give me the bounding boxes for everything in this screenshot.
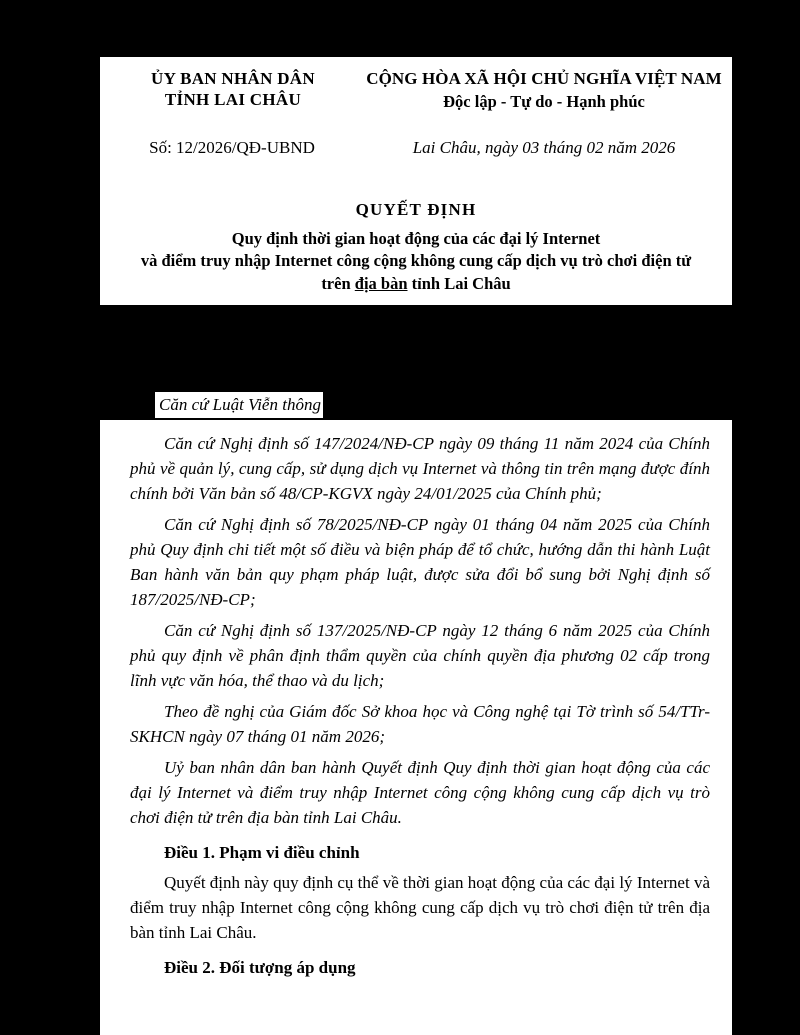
article-1-body: Quyết định này quy định cụ thể về thời gian hoạt động của các đại lý Internet và điểm truy nhập Internet công cộng không cung cấp dịch vụ trò chơi điện tử trên địa bàn tỉnh Lai Châu. (130, 873, 710, 943)
document-header-block (100, 57, 732, 305)
national-heading (356, 69, 732, 112)
legal-basis-paragraph: Căn cứ Nghị định số 137/2025/NĐ-CP ngày 12 tháng 6 năm 2025 của Chính phủ quy định về phân định thẩm quyền của chính quyền địa phương 02 cấp trong lĩnh vực văn hóa, thể thao và du lịch; (130, 620, 710, 690)
article-1-heading: Điều 1. Phạm vi điều chỉnh (164, 842, 360, 862)
decision-subtitle-line-2: và điểm truy nhập Internet công cộng không cung cấp dịch vụ trò chơi điện tử (140, 251, 692, 271)
article-2-heading: Điều 2. Đối tượng áp dụng (164, 958, 356, 978)
document-number-row (100, 138, 732, 158)
legal-basis-paragraph: Căn cứ Nghị định số 147/2024/NĐ-CP ngày 09 tháng 11 năm 2024 của Chính phủ về quản lý, cung cấp, sử dụng dịch vụ Internet và thông tin trên mạng được đính chính bởi Văn bản số 48/CP-KGVX ngày 24/01/2025 của Chính phủ; (130, 434, 710, 503)
decision-title: QUYẾT ĐỊNH (355, 200, 477, 220)
first-legal-basis-line: Căn cứ Luật Viễn thông (155, 392, 323, 418)
nation-name: CỘNG HÒA XÃ HỘI CHỦ NGHĨA VIỆT NAM (366, 69, 722, 88)
decision-subtitle-line-1: Quy định thời gian hoạt động của các đại lý Internet (231, 229, 601, 249)
decision-subtitle (100, 228, 732, 295)
proposal-paragraph: Theo đề nghị của Giám đốc Sở khoa học và Công nghệ tại Tờ trình số 54/TTr-SKHCN ngày 07 tháng 01 năm 2026; (130, 701, 710, 746)
subtitle-suffix: tỉnh Lai Châu (407, 273, 511, 293)
legal-basis-paragraph: Căn cứ Nghị định số 78/2025/NĐ-CP ngày 01 tháng 04 năm 2025 của Chính phủ Quy định chi tiết một số điều và biện pháp để tổ chức, hướng dẫn thi hành Luật Ban hành văn bản quy phạm pháp luật, được sửa đổi bổ sung bởi Nghị định số 187/2025/NĐ-CP; (130, 514, 710, 609)
nation-motto: Độc lập - Tự do - Hạnh phúc (443, 91, 645, 111)
document-body (100, 420, 732, 1035)
document-number: Số: 12/2026/QĐ-UBND (149, 138, 315, 158)
issuing-organization (100, 69, 356, 110)
subtitle-underlined: địa bàn (354, 273, 408, 293)
place-and-date: Lai Châu, ngày 03 tháng 02 năm 2026 (412, 138, 676, 158)
promulgation-paragraph: Uỷ ban nhân dân ban hành Quyết định Quy định thời gian hoạt động của các đại lý Internet và điểm truy nhập Internet công cộng không cung cấp dịch vụ trò chơi điện tử trên địa bàn tỉnh Lai Châu. (130, 757, 710, 827)
header-row (100, 69, 732, 112)
organization-line-2: TỈNH LAI CHÂU (164, 89, 302, 109)
organization-line-1: ỦY BAN NHÂN DÂN (151, 69, 315, 88)
subtitle-prefix: trên (321, 273, 355, 293)
decision-subtitle-line-3 (118, 273, 714, 295)
